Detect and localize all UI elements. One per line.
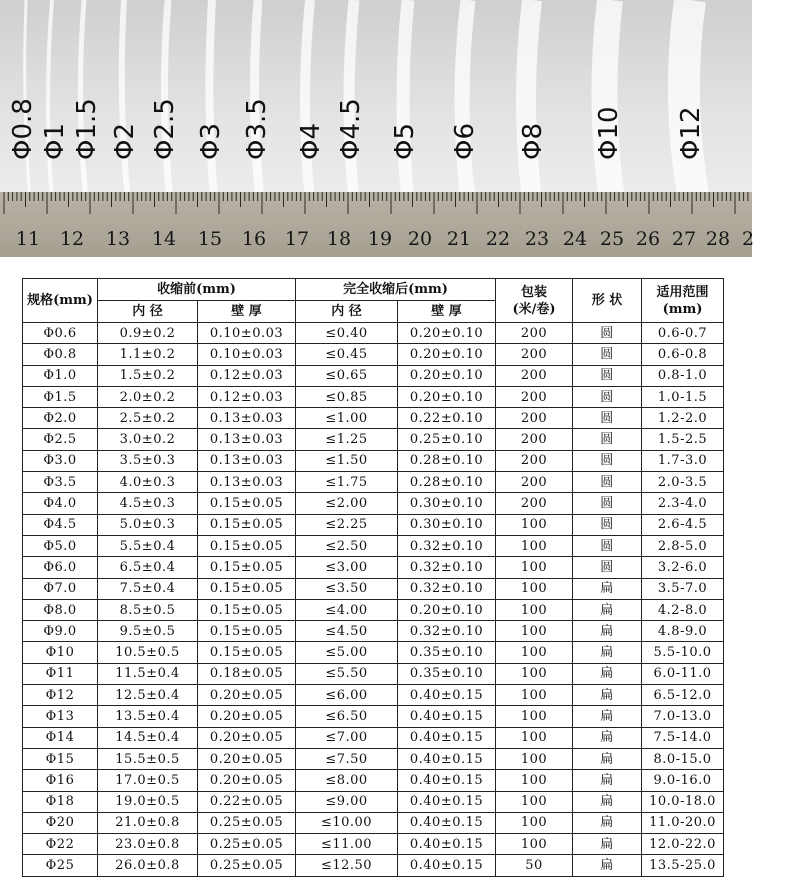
wall-before-cell: 0.10±0.03 [198,344,296,365]
range-cell: 3.5-7.0 [642,578,724,599]
range-cell: 1.0-1.5 [642,386,724,407]
product-photo [0,0,755,257]
wall-after-cell: 0.40±0.15 [398,791,496,812]
inner-after-cell: ≤3.00 [296,557,398,578]
ruler-number: 21 [446,228,472,250]
spec-cell: Φ4.0 [23,493,98,514]
table-row [23,514,724,535]
shape-cell: 圆 [573,557,642,578]
wall-before-cell: 0.10±0.03 [198,323,296,344]
wall-after-cell: 0.40±0.15 [398,770,496,791]
shape-cell: 扁 [573,770,642,791]
range-cell: 6.0-11.0 [642,663,724,684]
spec-cell: Φ25 [23,855,98,876]
table-row [23,365,724,386]
packaging-cell: 100 [496,621,573,642]
range-cell: 9.0-16.0 [642,770,724,791]
wall-after-cell: 0.40±0.15 [398,834,496,855]
inner-before-cell: 1.5±0.2 [98,365,198,386]
inner-before-cell: 4.0±0.3 [98,472,198,493]
spec-cell: Φ7.0 [23,578,98,599]
ruler-number: 27 [671,228,697,250]
range-cell: 5.5-10.0 [642,642,724,663]
inner-after-cell: ≤2.50 [296,535,398,556]
wall-before-cell: 0.20±0.05 [198,706,296,727]
inner-before-cell: 12.5±0.4 [98,685,198,706]
packaging-cell: 100 [496,578,573,599]
inner-before-cell: 14.5±0.4 [98,727,198,748]
tube-label: Φ3 [196,122,226,160]
table-row [23,472,724,493]
packaging-cell: 100 [496,706,573,727]
inner-before-cell: 13.5±0.4 [98,706,198,727]
inner-after-cell: ≤4.50 [296,621,398,642]
packaging-cell: 100 [496,642,573,663]
tube-label: Φ10 [594,106,624,160]
wall-before-cell: 0.13±0.03 [198,408,296,429]
spec-cell: Φ10 [23,642,98,663]
packaging-cell: 200 [496,323,573,344]
wall-after-cell: 0.35±0.10 [398,663,496,684]
range-cell: 4.8-9.0 [642,621,724,642]
packaging-cell: 100 [496,791,573,812]
inner-after-cell: ≤7.00 [296,727,398,748]
range-cell: 11.0-20.0 [642,812,724,833]
wall-before-cell: 0.15±0.05 [198,514,296,535]
wall-before-cell: 0.15±0.05 [198,535,296,556]
shape-cell: 圆 [573,429,642,450]
range-cell: 10.0-18.0 [642,791,724,812]
header-wall-after: 壁 厚 [398,301,496,323]
wall-after-cell: 0.32±0.10 [398,578,496,599]
packaging-cell: 200 [496,429,573,450]
packaging-cell: 200 [496,344,573,365]
inner-before-cell: 8.5±0.5 [98,599,198,620]
table-row [23,748,724,769]
ruler-number: 19 [367,228,393,250]
table-row [23,685,724,706]
ruler-number: 23 [524,228,550,250]
header-before-shrink: 收缩前(mm) [98,279,296,301]
wall-after-cell: 0.25±0.10 [398,429,496,450]
wall-after-cell: 0.22±0.10 [398,408,496,429]
ruler-number: 22 [485,228,511,250]
packaging-cell: 50 [496,855,573,876]
table-row [23,855,724,876]
range-cell: 0.6-0.8 [642,344,724,365]
inner-before-cell: 4.5±0.3 [98,493,198,514]
ruler-number: 16 [241,228,267,250]
packaging-cell: 200 [496,365,573,386]
inner-before-cell: 21.0±0.8 [98,812,198,833]
table-row [23,535,724,556]
tube-label: Φ8 [518,122,548,160]
wall-after-cell: 0.30±0.10 [398,493,496,514]
inner-before-cell: 2.5±0.2 [98,408,198,429]
tube-label: Φ5 [390,122,420,160]
inner-before-cell: 11.5±0.4 [98,663,198,684]
header-wall-before: 壁 厚 [198,301,296,323]
wall-after-cell: 0.20±0.10 [398,344,496,365]
inner-after-cell: ≤11.00 [296,834,398,855]
wall-before-cell: 0.18±0.05 [198,663,296,684]
header-packaging: 包装 (米/卷) [496,279,573,323]
inner-after-cell: ≤3.50 [296,578,398,599]
shape-cell: 扁 [573,855,642,876]
tube-label: Φ3.5 [242,98,272,160]
table-row [23,450,724,471]
table-row [23,493,724,514]
inner-after-cell: ≤0.40 [296,323,398,344]
table-row [23,557,724,578]
shape-cell: 扁 [573,599,642,620]
header-inner-after: 内 径 [296,301,398,323]
spec-cell: Φ13 [23,706,98,727]
range-cell: 13.5-25.0 [642,855,724,876]
range-cell: 8.0-15.0 [642,748,724,769]
inner-after-cell: ≤8.00 [296,770,398,791]
wall-before-cell: 0.13±0.03 [198,472,296,493]
ruler-number: 28 [705,228,731,250]
inner-after-cell: ≤6.00 [296,685,398,706]
shape-cell: 圆 [573,365,642,386]
inner-before-cell: 23.0±0.8 [98,834,198,855]
range-cell: 4.2-8.0 [642,599,724,620]
inner-after-cell: ≤1.50 [296,450,398,471]
spec-cell: Φ8.0 [23,599,98,620]
wall-before-cell: 0.13±0.03 [198,429,296,450]
spec-cell: Φ0.6 [23,323,98,344]
inner-after-cell: ≤9.00 [296,791,398,812]
inner-before-cell: 19.0±0.5 [98,791,198,812]
inner-after-cell: ≤12.50 [296,855,398,876]
range-cell: 2.8-5.0 [642,535,724,556]
packaging-cell: 200 [496,386,573,407]
shape-cell: 圆 [573,514,642,535]
ruler-number: 17 [284,228,310,250]
shape-cell: 扁 [573,642,642,663]
spec-cell: Φ12 [23,685,98,706]
spec-cell: Φ0.8 [23,344,98,365]
table-row [23,386,724,407]
table-row [23,323,724,344]
inner-after-cell: ≤5.00 [296,642,398,663]
packaging-cell: 100 [496,834,573,855]
spec-cell: Φ15 [23,748,98,769]
tube-size-labels [0,0,752,195]
spec-cell: Φ2.5 [23,429,98,450]
inner-before-cell: 6.5±0.4 [98,557,198,578]
inner-before-cell: 0.9±0.2 [98,323,198,344]
inner-after-cell: ≤7.50 [296,748,398,769]
tube-label: Φ1 [40,122,70,160]
table-row [23,834,724,855]
wall-before-cell: 0.25±0.05 [198,812,296,833]
ruler-number: 26 [635,228,661,250]
wall-after-cell: 0.28±0.10 [398,450,496,471]
spec-cell: Φ5.0 [23,535,98,556]
inner-before-cell: 26.0±0.8 [98,855,198,876]
range-cell: 1.5-2.5 [642,429,724,450]
wall-after-cell: 0.28±0.10 [398,472,496,493]
range-cell: 2.3-4.0 [642,493,724,514]
wall-before-cell: 0.20±0.05 [198,748,296,769]
wall-before-cell: 0.15±0.05 [198,557,296,578]
wall-before-cell: 0.20±0.05 [198,727,296,748]
wall-before-cell: 0.20±0.05 [198,685,296,706]
packaging-cell: 200 [496,472,573,493]
wall-after-cell: 0.35±0.10 [398,642,496,663]
shape-cell: 扁 [573,834,642,855]
table-row [23,770,724,791]
inner-after-cell: ≤1.00 [296,408,398,429]
shape-cell: 扁 [573,685,642,706]
wall-after-cell: 0.20±0.10 [398,323,496,344]
tube-label: Φ6 [450,122,480,160]
wall-after-cell: 0.20±0.10 [398,365,496,386]
wall-before-cell: 0.12±0.03 [198,386,296,407]
packaging-cell: 100 [496,599,573,620]
inner-after-cell: ≤0.65 [296,365,398,386]
inner-before-cell: 3.0±0.2 [98,429,198,450]
shape-cell: 圆 [573,493,642,514]
packaging-cell: 100 [496,748,573,769]
range-cell: 3.2-6.0 [642,557,724,578]
ruler-number: 15 [197,228,223,250]
tube-label: Φ4.5 [336,98,366,160]
wall-after-cell: 0.40±0.15 [398,685,496,706]
ruler-number: 2 [741,228,755,250]
range-cell: 7.5-14.0 [642,727,724,748]
inner-after-cell: ≤2.25 [296,514,398,535]
inner-before-cell: 17.0±0.5 [98,770,198,791]
shape-cell: 扁 [573,791,642,812]
wall-before-cell: 0.15±0.05 [198,493,296,514]
inner-before-cell: 5.0±0.3 [98,514,198,535]
shape-cell: 圆 [573,408,642,429]
table-row [23,727,724,748]
wall-after-cell: 0.40±0.15 [398,812,496,833]
wall-before-cell: 0.25±0.05 [198,855,296,876]
table-row [23,408,724,429]
spec-table-body [23,323,724,877]
packaging-cell: 100 [496,770,573,791]
ruler-number: 20 [407,228,433,250]
shape-cell: 扁 [573,812,642,833]
inner-after-cell: ≤4.00 [296,599,398,620]
spec-cell: Φ14 [23,727,98,748]
wall-before-cell: 0.15±0.05 [198,578,296,599]
wall-after-cell: 0.40±0.15 [398,855,496,876]
spec-cell: Φ18 [23,791,98,812]
shape-cell: 圆 [573,535,642,556]
range-cell: 12.0-22.0 [642,834,724,855]
inner-before-cell: 3.5±0.3 [98,450,198,471]
shape-cell: 圆 [573,450,642,471]
tube-label: Φ4 [296,122,326,160]
inner-after-cell: ≤6.50 [296,706,398,727]
ruler-number: 13 [105,228,131,250]
shape-cell: 扁 [573,663,642,684]
tube-label: Φ2 [110,122,140,160]
range-cell: 1.7-3.0 [642,450,724,471]
spec-cell: Φ6.0 [23,557,98,578]
packaging-cell: 100 [496,812,573,833]
spec-cell: Φ4.5 [23,514,98,535]
inner-after-cell: ≤1.25 [296,429,398,450]
packaging-cell: 100 [496,727,573,748]
wall-before-cell: 0.25±0.05 [198,834,296,855]
inner-after-cell: ≤0.45 [296,344,398,365]
inner-before-cell: 15.5±0.5 [98,748,198,769]
wall-before-cell: 0.13±0.03 [198,450,296,471]
range-cell: 0.8-1.0 [642,365,724,386]
header-spec: 规格(mm) [23,279,98,323]
spec-cell: Φ9.0 [23,621,98,642]
packaging-cell: 200 [496,493,573,514]
spec-cell: Φ22 [23,834,98,855]
inner-after-cell: ≤0.85 [296,386,398,407]
wall-after-cell: 0.32±0.10 [398,557,496,578]
table-row [23,642,724,663]
tube-label: Φ1.5 [72,98,102,160]
inner-before-cell: 10.5±0.5 [98,642,198,663]
wall-after-cell: 0.40±0.15 [398,748,496,769]
wall-after-cell: 0.20±0.10 [398,599,496,620]
header-after-shrink: 完全收缩后(mm) [296,279,496,301]
inner-before-cell: 5.5±0.4 [98,535,198,556]
inner-before-cell: 9.5±0.5 [98,621,198,642]
range-cell: 1.2-2.0 [642,408,724,429]
ruler-number: 14 [151,228,177,250]
packaging-cell: 100 [496,685,573,706]
table-row [23,599,724,620]
tube-label: Φ0.8 [8,98,38,160]
shape-cell: 圆 [573,344,642,365]
ruler-number: 11 [15,228,41,250]
inner-after-cell: ≤10.00 [296,812,398,833]
inner-before-cell: 7.5±0.4 [98,578,198,599]
table-row [23,812,724,833]
shape-cell: 扁 [573,621,642,642]
spec-cell: Φ20 [23,812,98,833]
wall-after-cell: 0.32±0.10 [398,621,496,642]
spec-cell: Φ11 [23,663,98,684]
spec-cell: Φ1.5 [23,386,98,407]
spec-cell: Φ3.0 [23,450,98,471]
wall-before-cell: 0.12±0.03 [198,365,296,386]
table-row [23,429,724,450]
shape-cell: 圆 [573,386,642,407]
wall-after-cell: 0.30±0.10 [398,514,496,535]
wall-before-cell: 0.20±0.05 [198,770,296,791]
spec-cell: Φ16 [23,770,98,791]
inner-after-cell: ≤5.50 [296,663,398,684]
header-inner-before: 内 径 [98,301,198,323]
inner-before-cell: 1.1±0.2 [98,344,198,365]
table-row [23,791,724,812]
spec-cell: Φ3.5 [23,472,98,493]
wall-after-cell: 0.40±0.15 [398,727,496,748]
range-cell: 6.5-12.0 [642,685,724,706]
wall-before-cell: 0.22±0.05 [198,791,296,812]
ruler [0,192,755,257]
wall-after-cell: 0.40±0.15 [398,706,496,727]
table-row [23,663,724,684]
header-row-top [23,279,724,301]
spec-cell: Φ2.0 [23,408,98,429]
wall-after-cell: 0.20±0.10 [398,386,496,407]
packaging-cell: 100 [496,557,573,578]
table-row [23,621,724,642]
table-row [23,706,724,727]
ruler-number: 12 [59,228,85,250]
spec-cell: Φ1.0 [23,365,98,386]
packaging-cell: 100 [496,535,573,556]
range-cell: 0.6-0.7 [642,323,724,344]
table-row [23,344,724,365]
packaging-cell: 100 [496,514,573,535]
shape-cell: 圆 [573,323,642,344]
ruler-number: 25 [599,228,625,250]
wall-before-cell: 0.15±0.05 [198,621,296,642]
range-cell: 7.0-13.0 [642,706,724,727]
shape-cell: 扁 [573,706,642,727]
shape-cell: 扁 [573,748,642,769]
spec-table [22,278,724,877]
inner-before-cell: 2.0±0.2 [98,386,198,407]
range-cell: 2.6-4.5 [642,514,724,535]
packaging-cell: 200 [496,450,573,471]
wall-after-cell: 0.32±0.10 [398,535,496,556]
header-shape: 形 状 [573,279,642,323]
tube-label: Φ2.5 [150,98,180,160]
table-row [23,578,724,599]
packaging-cell: 100 [496,663,573,684]
inner-after-cell: ≤1.75 [296,472,398,493]
inner-after-cell: ≤2.00 [296,493,398,514]
packaging-cell: 200 [496,408,573,429]
wall-before-cell: 0.15±0.05 [198,599,296,620]
tube-label: Φ12 [676,106,706,160]
ruler-number: 24 [562,228,588,250]
shape-cell: 扁 [573,578,642,599]
ruler-number: 18 [326,228,352,250]
wall-before-cell: 0.15±0.05 [198,642,296,663]
shape-cell: 圆 [573,472,642,493]
shape-cell: 扁 [573,727,642,748]
header-range: 适用范围 (mm) [642,279,724,323]
range-cell: 2.0-3.5 [642,472,724,493]
